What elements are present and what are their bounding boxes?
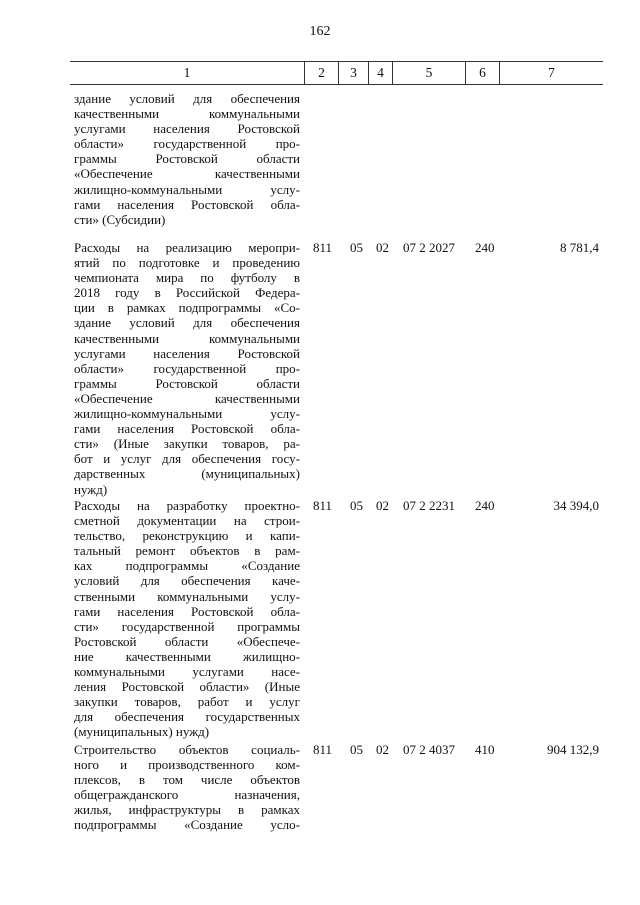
description-line: коммунальными услугами насе- — [74, 664, 300, 680]
description-line: услугами населения Ростовской — [74, 345, 300, 361]
cell-col-2: 811 — [313, 742, 333, 757]
description-line: области» государственной про- — [74, 360, 300, 376]
description-line: закупки товаров, работ и услуг — [74, 694, 300, 710]
description-line: Расходы на разработку проектно- — [74, 498, 300, 513]
cell-col-2: 811 — [313, 498, 333, 513]
description-line: здание условий для обеспечения — [74, 91, 300, 106]
description-line: дарственных (муниципальных) — [74, 466, 300, 482]
description-line: сти» (Иные закупки товаров, ра- — [74, 436, 300, 452]
description-line: бот и услуг для обеспечения госу- — [74, 451, 300, 467]
page-number: 162 — [309, 24, 331, 39]
cell-col-6: 410 — [475, 742, 495, 757]
description-line: подпрограммы «Создание усло- — [74, 817, 300, 833]
description-line: услугами населения Ростовской — [74, 121, 300, 137]
description-line: Ростовской области «Обеспече- — [74, 633, 300, 649]
description-line: 2018 году в Российской Федера- — [74, 285, 300, 301]
row-description — [74, 498, 300, 740]
header-col-5: 5 — [392, 62, 465, 84]
description-line: жилья, инфраструктуры в рамках — [74, 802, 300, 818]
description-line: ние качественными жилищно- — [74, 648, 300, 664]
description-line: ления Ростовской области» (Иные — [74, 679, 300, 695]
description-line: жилищно-коммунальными услу- — [74, 181, 300, 197]
description-line: здание условий для обеспечения — [74, 315, 300, 331]
cell-col-3: 05 — [350, 498, 363, 513]
description-line: общегражданского назначения, — [74, 787, 300, 803]
description-line: гами населения Ростовской обла- — [74, 196, 300, 212]
description-line: ятий по подготовке и проведению — [74, 255, 300, 271]
cell-col-5: 07 2 4037 — [403, 742, 455, 757]
row-description — [74, 742, 300, 833]
description-line: качественными коммунальными — [74, 106, 300, 122]
cell-col-3: 05 — [350, 240, 363, 255]
description-line: Строительство объектов социаль- — [74, 742, 300, 757]
cell-col-7: 8 781,4 — [560, 240, 599, 255]
description-line: жилищно-коммунальными услу- — [74, 406, 300, 422]
cell-col-4: 02 — [376, 498, 389, 513]
description-line: для обеспечения государственных — [74, 709, 300, 725]
cell-col-3: 05 — [350, 742, 363, 757]
header-col-2: 2 — [304, 62, 338, 84]
cell-col-5: 07 2 2027 — [403, 240, 455, 255]
description-line: чемпионата мира по футболу в — [74, 270, 300, 286]
description-line: сти» (Субсидии) — [74, 211, 166, 227]
cell-col-4: 02 — [376, 742, 389, 757]
description-line: ках подпрограммы «Создание — [74, 558, 300, 574]
cell-col-5: 07 2 2231 — [403, 498, 455, 513]
description-line: нужд) — [74, 481, 108, 497]
description-line: «Обеспечение качественными — [74, 390, 300, 406]
description-line: (муниципальных) нужд) — [74, 724, 210, 740]
description-line: качественными коммунальными — [74, 330, 300, 346]
header-col-6: 6 — [465, 62, 499, 84]
description-line: гами населения Ростовской обла- — [74, 603, 300, 619]
description-line: области» государственной про- — [74, 136, 300, 152]
cell-col-2: 811 — [313, 240, 333, 255]
description-line: Расходы на реализацию меропри- — [74, 240, 300, 255]
description-line: тельство, реконструкцию и капи- — [74, 528, 300, 544]
table-header — [70, 61, 603, 85]
header-col-1: 1 — [183, 65, 191, 80]
description-line: тальный ремонт объектов в рам- — [74, 543, 300, 559]
description-line: «Обеспечение качественными — [74, 166, 300, 182]
description-line: ного и производственного ком- — [74, 757, 300, 773]
row-description — [74, 91, 300, 227]
cell-col-7: 34 394,0 — [553, 498, 599, 513]
description-line: условий для обеспечения каче- — [74, 573, 300, 589]
description-line: граммы Ростовской области — [74, 375, 300, 391]
cell-col-6: 240 — [475, 240, 495, 255]
description-line: гами населения Ростовской обла- — [74, 421, 300, 437]
cell-col-7: 904 132,9 — [547, 742, 599, 757]
description-line: сти» государственной программы — [74, 618, 300, 634]
description-line: сметной документации на строи- — [74, 513, 300, 529]
header-col-3: 3 — [338, 62, 368, 84]
description-line: ции в рамках подпрограммы «Со- — [74, 300, 300, 316]
description-line: граммы Ростовской области — [74, 151, 300, 167]
header-col-4: 4 — [368, 62, 392, 84]
description-line: ственными коммунальными услу- — [74, 588, 300, 604]
cell-col-4: 02 — [376, 240, 389, 255]
cell-col-6: 240 — [475, 498, 495, 513]
header-col-7: 7 — [499, 62, 603, 84]
description-line: плексов, в том числе объектов — [74, 772, 300, 788]
row-description — [74, 240, 300, 497]
